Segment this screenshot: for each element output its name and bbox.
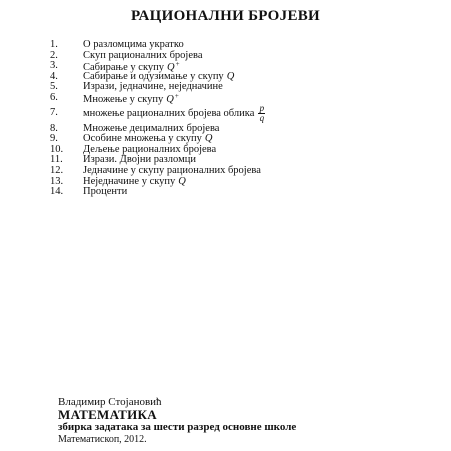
toc-item-number: 8. [50,122,58,134]
toc-item-title [83,187,390,198]
toc-item-number: 9. [50,133,58,145]
math-set-letter: Q [167,62,175,74]
toc-item-label: Скуп рационалних бројева [83,49,203,61]
toc-item-label: Сабирање у скупу [83,62,165,74]
toc-item-label: Сабирање и одузимање у скупу [83,70,224,82]
toc-item-number: 2. [50,49,58,61]
toc-item-number: 1. [50,39,58,50]
toc-item-number: 13. [50,175,64,187]
toc-item-number: 3. [50,60,58,72]
book-subtitle: збирка задатака за шести разред основне школе [58,421,297,433]
toc-item-label: Множење децималних бројева [83,122,220,134]
book-info [58,396,438,446]
toc-item-number: 6. [50,91,58,103]
toc-item-number: 11. [50,154,63,166]
toc-item-number: 14. [50,186,64,198]
math-set-letter: Q [204,133,213,145]
math-set-letter: Q [178,175,186,187]
toc-item-label: Дељење рационалних бројева [83,143,217,155]
math-symbol [205,133,213,144]
table-of-contents [50,40,390,198]
math-symbol [227,71,235,82]
fraction [258,104,265,123]
toc-item-label: Множење у скупу [83,93,164,105]
toc-item [50,104,390,124]
toc-item-number: 12. [50,164,64,176]
math-set-letter: Q [166,93,174,105]
toc-item-title [83,177,390,188]
toc-item [50,187,390,198]
toc-item-number: 5. [50,81,58,93]
toc-item-label: Изрази, једначине, неједначине [83,81,223,93]
author-name: Владимир Стојановић [58,396,162,408]
toc-item-label: О разломцима укратко [83,39,184,50]
publisher: Математископ, 2012. [58,434,147,445]
toc-item-label: множење рационалних бројева облика [83,107,255,119]
math-symbol [178,176,186,187]
toc-item [50,93,390,104]
page-title: РАЦИОНАЛНИ БРОЈЕВИ [130,8,321,24]
toc-item-title [83,104,390,123]
toc-item-label: Проценти [83,186,128,198]
math-set-letter: Q [226,70,235,82]
fraction-denominator: q [259,113,265,124]
toc-item-label: Изрази. Двојни разломци [83,154,196,166]
toc-item-number: 4. [50,70,58,82]
toc-item-label: Особине множења у скупу [83,133,202,145]
toc-item-label: Једначине у скупу рационалних бројева [83,164,261,176]
toc-item-number: 7. [50,107,58,119]
math-superscript: + [174,91,179,100]
book-title: МАТЕМАТИКА [58,407,157,422]
toc-item-number: 10. [50,143,64,155]
fraction-numerator: p [259,103,265,114]
toc-item-label: Неједначине у скупу [83,175,176,187]
math-superscript: + [175,60,180,69]
